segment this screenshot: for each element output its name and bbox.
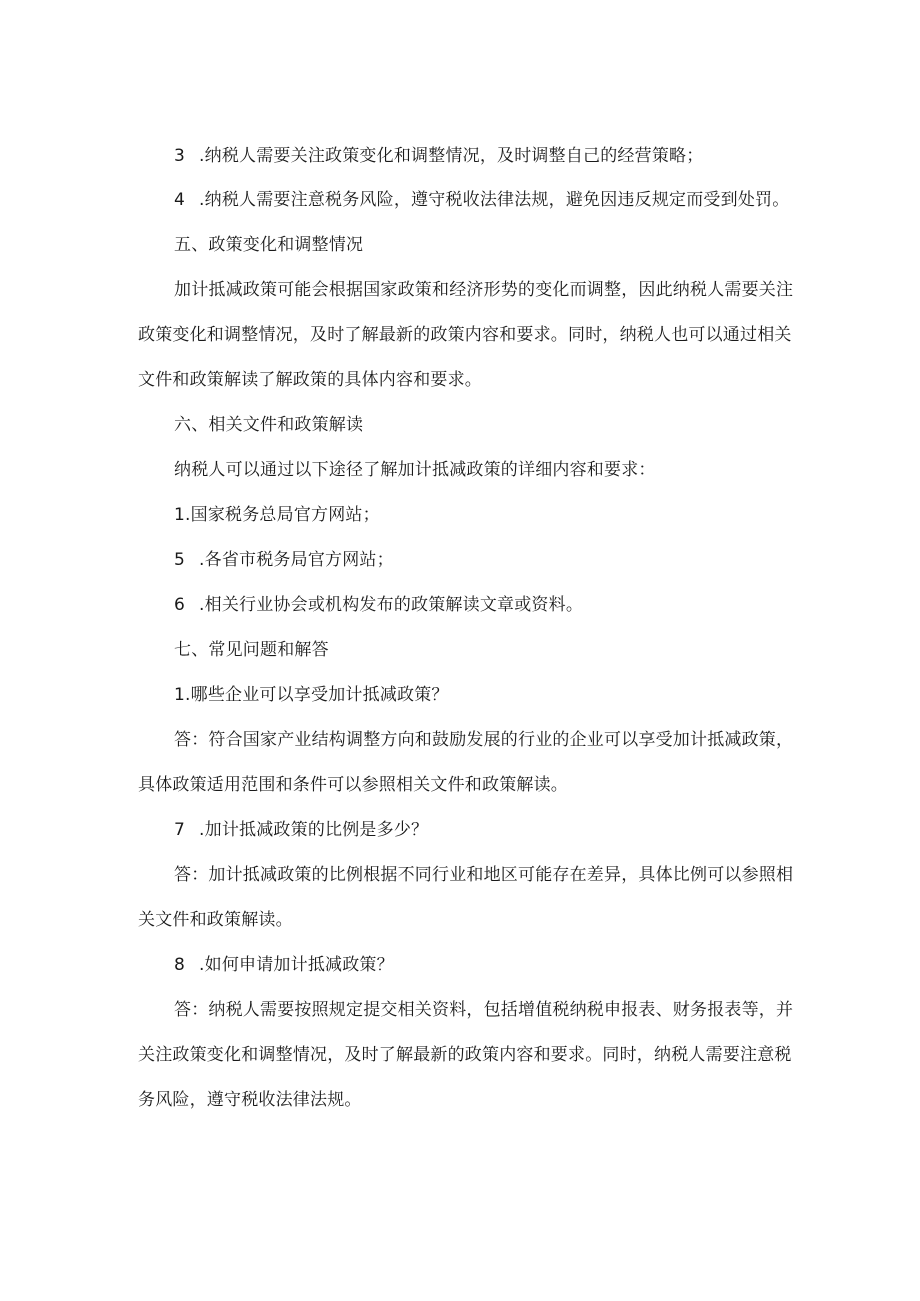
question-1: 1.哪些企业可以享受加计抵减政策？	[174, 685, 449, 705]
section-heading-7: 七、常见问题和解答	[174, 640, 329, 660]
list-item-text: .纳税人需要注意税务风险，遵守税收法律法规，避免因违反规定而受到处罚。	[199, 190, 790, 210]
answer-line: 务风险，遵守税收法律法规。	[138, 1090, 362, 1110]
question-text: .如何申请加计抵减政策？	[199, 955, 394, 975]
paragraph-line: 文件和政策解读了解政策的具体内容和要求。	[138, 370, 482, 390]
list-item-3	[174, 145, 824, 167]
list-item-text: .纳税人需要关注政策变化和调整情况，及时调整自己的经营策略；	[199, 146, 704, 166]
list-item-text: .各省市税务局官方网站；	[199, 550, 394, 570]
paragraph-line: 政策变化和调整情况，及时了解最新的政策内容和要求。同时，纳税人也可以通过相关	[138, 325, 792, 345]
answer-line: 答：纳税人需要按照规定提交相关资料，包括增值税纳税申报表、财务报表等，并	[174, 1000, 794, 1020]
question-7	[174, 819, 824, 841]
list-item-number: 3	[174, 146, 186, 166]
answer-line: 关文件和政策解读。	[138, 910, 293, 930]
list-item-1: 1.国家税务总局官方网站；	[174, 505, 380, 525]
answer-line: 答：符合国家产业结构调整方向和鼓励发展的行业的企业可以享受加计抵减政策，	[174, 730, 794, 750]
list-item-text: .相关行业协会或机构发布的政策解读文章或资料。	[199, 595, 584, 615]
paragraph-line: 加计抵减政策可能会根据国家政策和经济形势的变化而调整，因此纳税人需要关注	[174, 280, 794, 300]
list-item-number: 6	[174, 595, 186, 615]
paragraph-line: 纳税人可以通过以下途径了解加计抵减政策的详细内容和要求：	[174, 460, 656, 480]
question-number: 8	[174, 955, 186, 975]
list-item-number: 4	[174, 190, 186, 210]
question-8	[174, 954, 824, 976]
section-heading-5: 五、政策变化和调整情况	[174, 235, 364, 255]
question-text: .加计抵减政策的比例是多少？	[199, 820, 429, 840]
answer-line: 具体政策适用范围和条件可以参照相关文件和政策解读。	[138, 775, 568, 795]
list-item-6	[174, 594, 824, 616]
list-item-4	[174, 189, 824, 211]
list-item-number: 5	[174, 550, 186, 570]
question-number: 7	[174, 820, 186, 840]
list-item-5	[174, 549, 824, 571]
answer-line: 答：加计抵减政策的比例根据不同行业和地区可能存在差异，具体比例可以参照相	[174, 865, 794, 885]
section-heading-6: 六、相关文件和政策解读	[174, 415, 364, 435]
answer-line: 关注政策变化和调整情况，及时了解最新的政策内容和要求。同时，纳税人需要注意税	[138, 1045, 792, 1065]
